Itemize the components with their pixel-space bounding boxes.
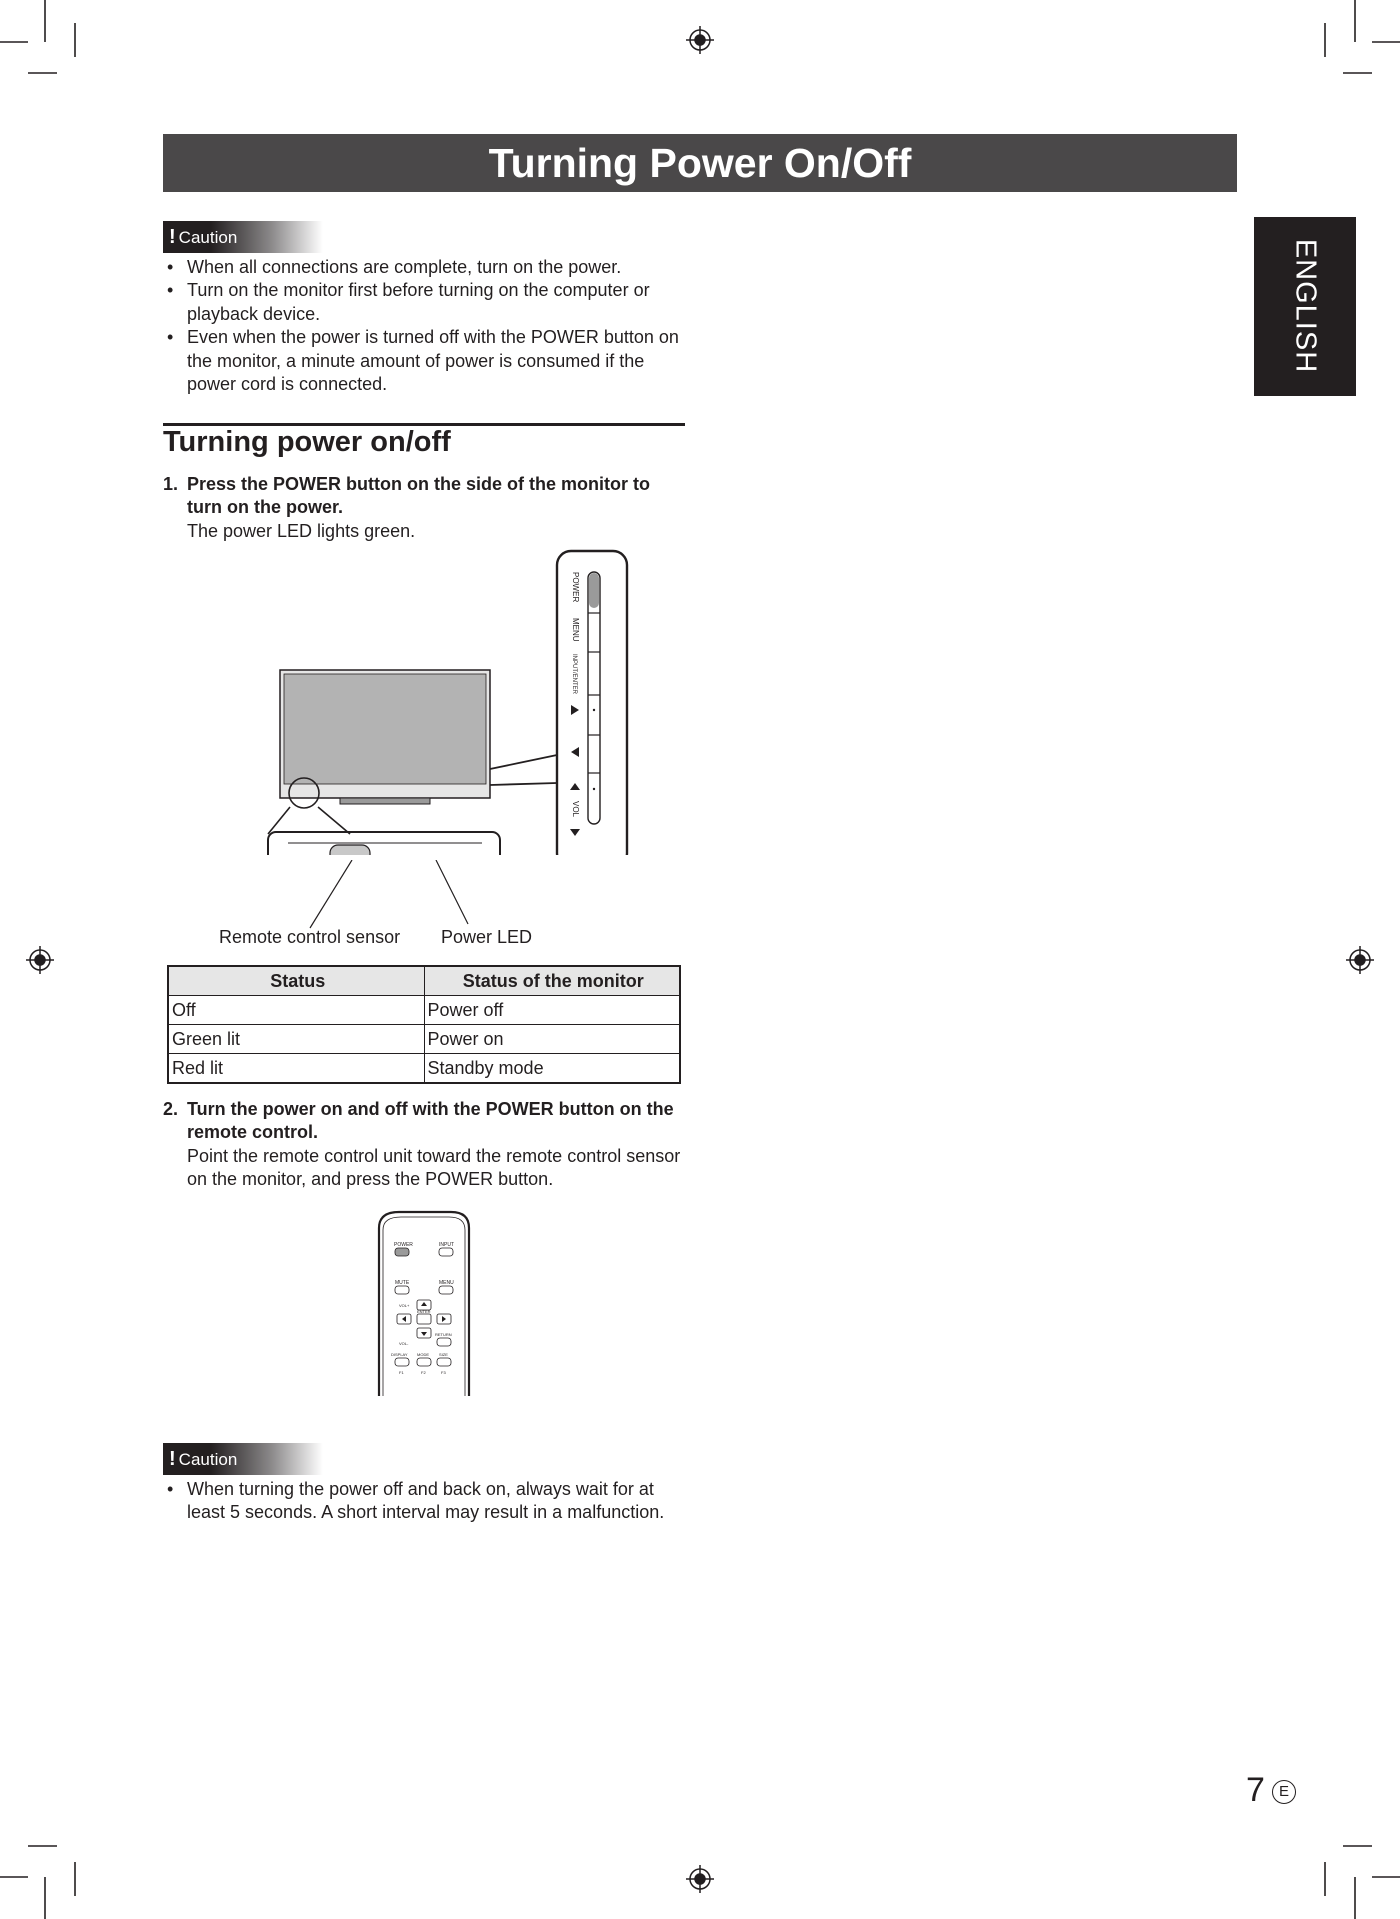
- side-button-label: MENU: [571, 618, 580, 642]
- caution-label: Caution: [178, 228, 238, 247]
- side-button-label: INPUT/ENTER: [571, 654, 577, 695]
- exclamation-icon: !: [169, 226, 176, 248]
- page-language-badge: E: [1272, 1780, 1296, 1804]
- caution-item: • When all connections are complete, turn on the power.: [163, 256, 693, 279]
- step-heading: Turn the power on and off with the POWER button on the remote control.: [187, 1099, 674, 1143]
- monitor-illustration: [200, 545, 640, 855]
- table-header: Status of the monitor: [424, 966, 680, 996]
- caution-item: • Turn on the monitor first before turning on the computer or playback device.: [163, 279, 693, 326]
- caution-item: • Even when the power is turned off with the POWER button on the monitor, a minute amount of power is consumed if the power cord is connected.: [163, 326, 693, 396]
- step-2: [163, 1098, 688, 1194]
- caption-remote-sensor: Remote control sensor: [219, 927, 401, 947]
- step-body: Point the remote control unit toward the remote control sensor on the monitor, and press the POWER button.: [187, 1145, 681, 1190]
- table-row: [168, 996, 680, 1025]
- registration-mark-icon: [26, 946, 54, 974]
- language-tab: [1254, 217, 1356, 396]
- remote-label: VOL+: [399, 1303, 410, 1308]
- table-cell: Power on: [424, 1025, 680, 1054]
- remote-label: ENTER: [417, 1309, 431, 1314]
- caption-pointers: [300, 860, 480, 930]
- caution-tag-bottom: [163, 1443, 323, 1475]
- registration-mark-icon: [686, 1865, 714, 1893]
- arrow-left-icon: [571, 747, 579, 757]
- remote-power-button: [395, 1248, 409, 1256]
- registration-mark-icon: [1346, 946, 1374, 974]
- page-number: 7: [1246, 1771, 1265, 1809]
- side-button-label: POWER: [571, 572, 580, 603]
- table-cell: Off: [168, 996, 424, 1025]
- page-title: Turning Power On/Off: [163, 134, 1237, 192]
- table-row: [168, 1025, 680, 1054]
- caution-item: • When turning the power off and back on, always wait for at least 5 seconds. A short interval may result in a malfunction.: [163, 1478, 693, 1525]
- remote-label: POWER: [394, 1242, 413, 1248]
- arrow-down-icon: [570, 829, 580, 836]
- status-table: [167, 965, 681, 1084]
- table-row: [168, 1054, 680, 1084]
- remote-label: MODE: [417, 1352, 429, 1357]
- table-cell: Standby mode: [424, 1054, 680, 1084]
- remote-sensor: [330, 845, 370, 855]
- language-tab-label: ENGLISH: [1289, 238, 1322, 374]
- remote-label: F1: [399, 1370, 404, 1375]
- remote-label: F3: [441, 1370, 446, 1375]
- table-cell: Green lit: [168, 1025, 424, 1054]
- remote-label: VOL-: [399, 1341, 409, 1346]
- arrow-up-icon: [570, 783, 580, 790]
- exclamation-icon: !: [169, 1448, 176, 1470]
- remote-label: INPUT: [439, 1242, 454, 1248]
- remote-label: DISPLAY: [391, 1352, 408, 1357]
- table-cell: Red lit: [168, 1054, 424, 1084]
- remote-label: MENU: [439, 1280, 454, 1286]
- caution-list-bottom: [163, 1478, 693, 1525]
- remote-label: F2: [421, 1370, 426, 1375]
- step-number: 2.: [163, 1099, 179, 1119]
- caution-list-top: [163, 256, 693, 396]
- step-number: 1.: [163, 474, 179, 494]
- remote-label: SIZE: [439, 1352, 448, 1357]
- table-cell: Power off: [424, 996, 680, 1025]
- step-body: The power LED lights green.: [187, 520, 416, 541]
- table-header-row: [168, 966, 680, 996]
- caption-power-led: Power LED: [441, 927, 533, 947]
- remote-control-illustration: [375, 1208, 475, 1398]
- table-header: Status: [168, 966, 424, 996]
- arrow-right-icon: [571, 705, 579, 715]
- step-1: [163, 473, 688, 543]
- side-button-label: VOL: [571, 801, 580, 818]
- remote-label: MUTE: [395, 1280, 410, 1286]
- section-title: Turning power on/off: [163, 426, 451, 458]
- step-heading: Press the POWER button on the side of the monitor to turn on the power.: [187, 474, 650, 518]
- caution-label: Caution: [178, 1450, 238, 1469]
- caution-tag-top: [163, 221, 323, 253]
- remote-label: RETURN: [435, 1332, 452, 1337]
- registration-mark-icon: [686, 26, 714, 54]
